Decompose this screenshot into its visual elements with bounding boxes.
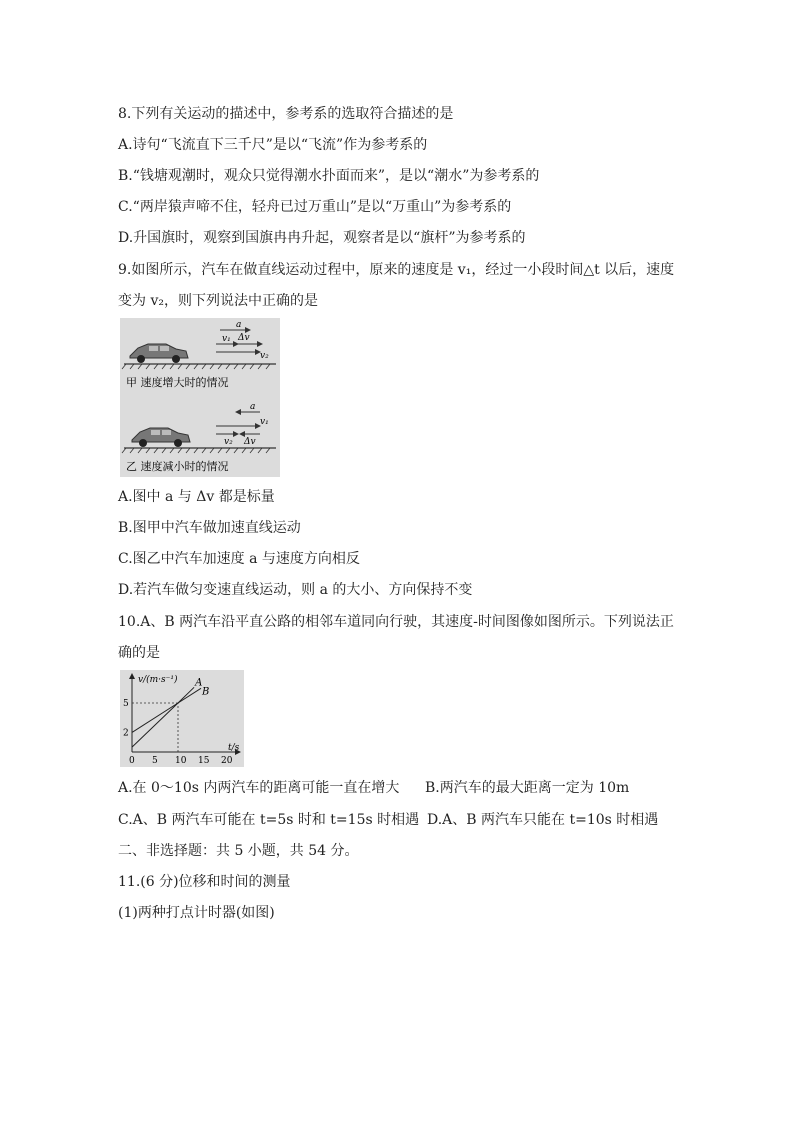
q9-stem-line1: 9.如图所示，汽车在做直线运动过程中，原来的速度是 v₁，经过一小段时间△t 以后，速度 <box>118 262 675 278</box>
q8-option-c: C.“两岸猿声啼不住，轻舟已过万重山”是以“万重山”为参考系的 <box>118 199 512 215</box>
series-line-B <box>132 688 201 732</box>
q8-option-b: B.“钱塘观潮时，观众只觉得潮水扑面而来”，是以“潮水”为参考系的 <box>118 168 540 184</box>
label-v2-top: v₂ <box>260 351 269 361</box>
series-line-A <box>132 687 194 747</box>
q10-option-a: A.在 0～10s 内两汽车的距离可能一直在增大 <box>118 780 400 796</box>
q10-stem-line2: 确的是 <box>118 645 160 661</box>
series-label-A: A <box>195 677 203 689</box>
label-a-top: a <box>236 320 242 330</box>
y-axis-label: v/(m·s⁻¹) <box>138 675 178 685</box>
series-label-B: B <box>202 686 210 698</box>
x-tick-label: 15 <box>198 756 210 766</box>
q8-option-a: A.诗句“飞流直下三千尺”是以“飞流”作为参考系的 <box>118 137 428 153</box>
q10-stem-line1: 10.A、B 两汽车沿平直公路的相邻车道同向行驶，其速度-时间图像如图所示。下列说法正 <box>118 614 674 630</box>
q9-figure <box>120 318 280 477</box>
x-tick-label: 0 <box>129 756 135 766</box>
q9-figure-svg <box>120 318 280 477</box>
section-2-heading: 二、非选择题：共 5 小题，共 54 分。 <box>118 843 359 859</box>
label-v1-top: v₁ <box>222 334 231 344</box>
x-tick-label: 10 <box>175 756 187 766</box>
q9-stem-line2: 变为 v₂，则下列说法中正确的是 <box>118 293 318 309</box>
caption-bottom: 乙 速度减小时的情况 <box>126 460 229 473</box>
q9-option-d: D.若汽车做匀变速直线运动，则 a 的大小、方向保持不变 <box>118 582 473 598</box>
q8-option-d: D.升国旗时，观察到国旗冉冉升起，观察者是以“旗杆”为参考系的 <box>118 230 526 246</box>
label-dv-top: Δv <box>238 333 250 343</box>
x-tick-label: 5 <box>152 756 158 766</box>
q11-stem: 11.(6 分)位移和时间的测量 <box>118 874 291 890</box>
label-a-bottom: a <box>250 402 256 412</box>
label-v1-bottom: v₁ <box>260 417 269 427</box>
q9-option-b: B.图甲中汽车做加速直线运动 <box>118 520 301 536</box>
q10-option-d: D.A、B 两汽车只能在 t=10s 时相遇 <box>427 812 659 828</box>
q10-option-c: C.A、B 两汽车可能在 t=5s 时和 t=15s 时相遇 <box>118 812 420 828</box>
q11-sub1: (1)两种打点计时器(如图) <box>118 905 275 921</box>
q8-stem: 8.下列有关运动的描述中，参考系的选取符合描述的是 <box>118 106 454 122</box>
x-tick-label: 20 <box>221 756 233 766</box>
x-axis-label: t/s <box>228 743 240 753</box>
q10-vt-chart-svg <box>120 670 244 767</box>
label-dv-bottom: Δv <box>244 437 256 447</box>
label-v2-bottom: v₂ <box>224 437 233 447</box>
caption-top: 甲 速度增大时的情况 <box>126 376 229 389</box>
q10-vt-chart <box>120 670 244 767</box>
q10-option-b: B.两汽车的最大距离一定为 10m <box>425 780 630 796</box>
y-tick-label: 2 <box>123 728 129 739</box>
q9-option-c: C.图乙中汽车加速度 a 与速度方向相反 <box>118 551 360 567</box>
car-icon-top <box>130 344 188 363</box>
q9-option-a: A.图中 a 与 Δv 都是标量 <box>118 489 275 505</box>
car-icon-bottom <box>132 428 190 447</box>
y-tick-label: 5 <box>123 699 129 709</box>
